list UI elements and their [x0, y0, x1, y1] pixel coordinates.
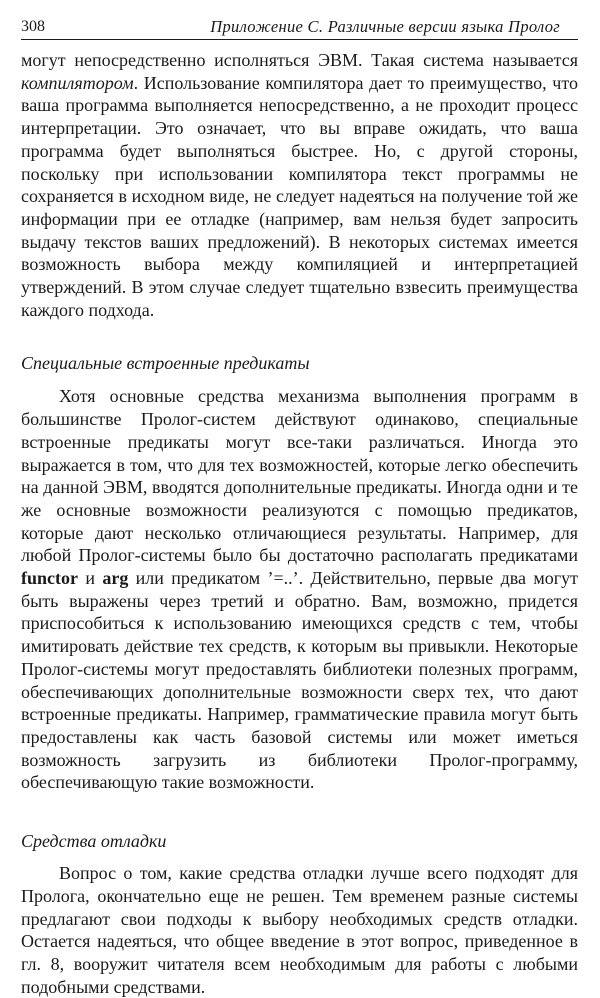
section-heading-builtin-predicates: Специальные встроенные предикаты [21, 353, 310, 374]
paragraph-text: . Использование компилятора дает то преимущество, что ваша программа выполняется непосредственно, а не проходит процесс интерпретации. Это означает, что вы вправе ожидать, что ваша программа будет выполняться быстрее. Но, с другой стороны, поскольку при использовании компилятора текст программы не сохраняется в исходном виде, не следует надеяться на получение той же информации при ее отладке (например, вам нельзя будет запросить выдачу текстов ваших предложений). В некоторых системах имеется возможность выбора между компиляцией и интерпретацией утверждений. В этом случае следует тщательно взвесить преимущества каждого подхода. [21, 72, 578, 320]
running-head: Приложение С. Различные версии языка Пролог [210, 17, 560, 36]
paragraph-text: могут непосредственно исполняться ЭВМ. Такая система называется [21, 50, 578, 70]
section-heading-debugging: Средства отладки [21, 831, 167, 852]
page-number: 308 [21, 18, 45, 35]
page-header [21, 18, 578, 40]
paragraph-text: и [78, 568, 103, 589]
emphasized-term: компилятором [21, 72, 134, 93]
predicate-name: arg [102, 568, 129, 589]
body-paragraph-debugging: Вопрос о том, какие средства отладки лучше всего подходят для Пролога, окончательно еще не решен. Тем временем разные системы предлагают свои подходы к выбору необходимых средств отладки. Остается надеяться, что общее введение в этот вопрос, приведенное в гл. 8, вооружит читателя всем необходимым для работы с любыми подобными средствами. [21, 863, 578, 997]
book-page [21, 18, 578, 998]
body-paragraph-predicates [21, 385, 578, 794]
body-paragraph-compiler [21, 49, 578, 321]
paragraph-text: или предикатом ’=..’. Действительно, первые два могут быть выражены через третий и обратно. Вам, возможно, придется приспособиться к использованию имеющихся средств с тем, чтобы имитировать действие тех средств, к которым вы привыкли. Некоторые Пролог-системы могут предоставлять библиотеки полезных программ, обеспечивающих дополнительные возможности сверх тех, что дают встроенные предикаты. Например, грамматические правила могут быть предоставлены как часть базовой системы или может иметься возможность загрузить из библиотеки Пролог-программу, обеспечивающую такие возможности. [21, 568, 578, 793]
paragraph-text: Хотя основные средства механизма выполнения программ в большинстве Пролог-систем действуют одинаково, специальные встроенные предикаты могут все-таки различаться. Иногда это выражается в том, что для тех возможностей, которые легко обеспечить на данной ЭВМ, вводятся дополнительные предикаты. Иногда одни и те же основные возможности реализуются с помощью предикатов, которые дают несколько отличающиеся результаты. Например, для любой Пролог-системы было бы достаточно располагать предикатами [21, 386, 578, 566]
predicate-name: functor [21, 568, 78, 589]
